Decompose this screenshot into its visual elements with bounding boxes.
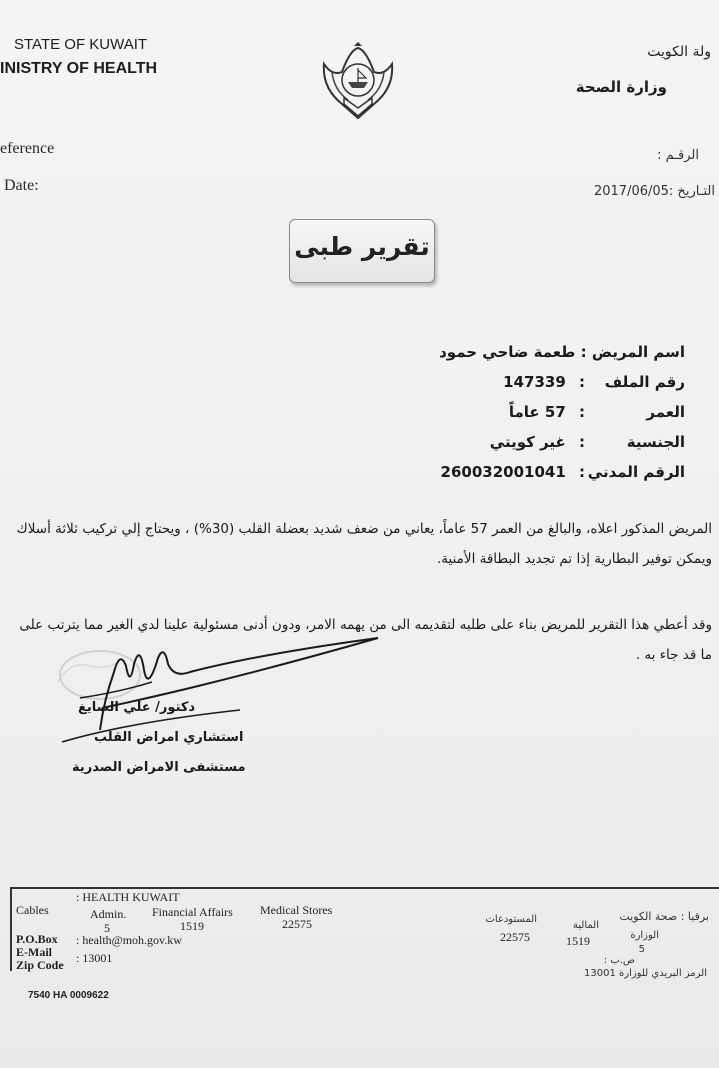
footer-zip-label: Zip Code — [16, 958, 64, 972]
handwritten-signature — [40, 630, 380, 745]
footer-ar-ministry: الوزارة — [630, 930, 659, 941]
reference-label: eference — [0, 140, 55, 157]
state-ar: ولة الكويت — [647, 44, 711, 60]
file-number-label: رقم الملف — [604, 373, 685, 391]
footer-ar-zip: الرمز البريدي للوزارة 13001 — [584, 968, 707, 979]
file-number-value: 147339 — [503, 373, 566, 391]
civil-id-row: الرقم المدني: 260032001041 — [440, 463, 685, 481]
footer-ar-finance: المالية — [572, 920, 599, 931]
nationality-value: غير كويتي — [489, 433, 566, 451]
footer-admin-label: Admin. — [90, 907, 127, 921]
nationality-label: الجنسية — [626, 433, 685, 451]
patient-name-label: اسم المريض — [591, 343, 685, 361]
footer-email-value: : health@moh.gov.kw — [76, 933, 182, 947]
age-label: العمر — [646, 403, 685, 421]
footer-financial-value: 1519 — [180, 919, 204, 933]
civil-id-label: الرقم المدني — [587, 463, 685, 481]
date-label: Date: — [4, 177, 39, 194]
footer-pobox-label: P.O.Box — [16, 932, 58, 946]
report-title: تقرير طبى — [294, 232, 430, 261]
footer-ar-ministry-value: 5 — [638, 944, 645, 955]
doctor-title: استشاري امراض القلب — [94, 730, 244, 745]
patient-name-value: طعمة ضاحي حمود — [439, 343, 576, 361]
footer-financial-label: Financial Affairs — [152, 905, 233, 919]
footer-zip-value: : 13001 — [76, 951, 113, 965]
patient-name-row: اسم المريض : طعمة ضاحي حمود — [439, 343, 685, 361]
footer-cables-value: : HEALTH KUWAIT — [76, 890, 180, 904]
report-title-box — [289, 219, 435, 283]
file-number-row: رقم الملف: 147339 — [503, 373, 685, 391]
ministry-ar: وزارة الصحة — [575, 78, 667, 96]
state-en: STATE OF KUWAIT — [14, 36, 148, 53]
age-value: 57 عاماً — [508, 403, 566, 421]
civil-id-value: 260032001041 — [440, 463, 566, 481]
report-paragraph-1: المريض المذكور اعلاه، والبالغ من العمر 57 عاماً، يعاني من ضعف شديد بعضلة القلب (30%) ، ويحتاج إلي تركيب ثلاثة أسلاك ويمكن توفير البطارية إذا تم تجديد البطاقة الأمنية. — [16, 521, 712, 567]
hospital-name: مستشفى الامراض الصدرية — [72, 760, 246, 775]
footer-admin-value: 5 — [104, 921, 110, 935]
report-paragraph-2: وقد أعطي هذا التقرير للمريض بناء على طلبه لتقديمه الى من يهمه الامر، ودون أدنى مسئولية علينا لدي الغير مما يترتب على ما قد جاء به . — [19, 617, 712, 663]
footer-ar-stores: المستودعات — [485, 914, 537, 925]
footer-ar-cables: برقيا : صحة الكويت — [619, 910, 709, 923]
age-row: العمر: 57 عاماً — [508, 403, 685, 421]
ministry-en: INISTRY OF HEALTH — [0, 60, 158, 77]
kuwait-emblem-icon — [318, 42, 398, 126]
footer-ar-pobox: ص.ب : — [603, 955, 635, 966]
footer-cables-label: Cables — [16, 903, 49, 917]
footer-email-label: E-Mail — [16, 945, 52, 959]
doctor-name: دكتور/ علي الصايغ — [78, 700, 196, 715]
form-code: 7540 HA 0009622 — [28, 990, 109, 1001]
date-ar: التـاريخ :2017/06/05 — [593, 184, 715, 199]
footer-ar-stores-value: 22575 — [500, 930, 530, 944]
footer-ar-finance-value: 1519 — [566, 934, 590, 948]
footer-medical-label: Medical Stores — [260, 903, 333, 917]
reference-ar: الرقـم : — [657, 148, 699, 163]
footer-medical-value: 22575 — [282, 917, 312, 931]
nationality-row: الجنسية: غير كويتي — [489, 433, 685, 451]
